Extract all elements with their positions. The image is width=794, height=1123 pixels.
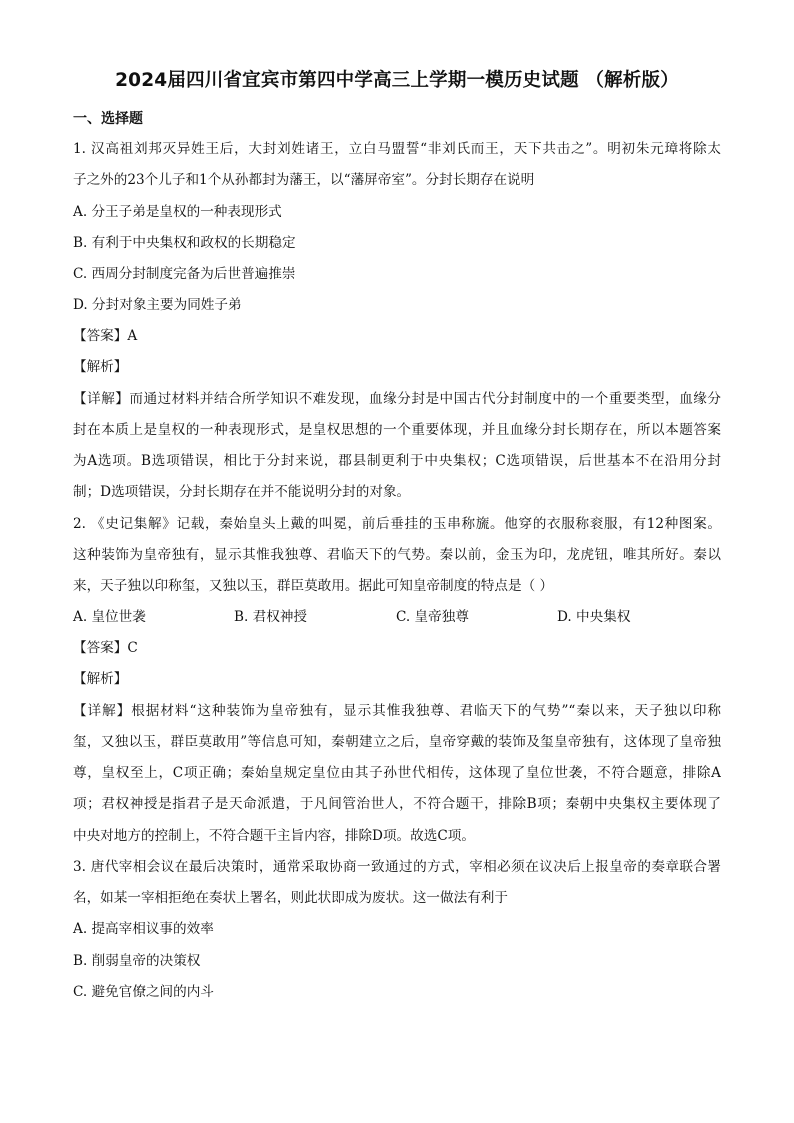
q2-detail-line-1: 【详解】根据材料“这种装饰为皇帝独有，显示其惟我独尊、君临天下的气势”“秦以来，天子独以印称	[73, 703, 721, 719]
q2-detail-line-2: 玺，又独以玉，群臣莫敢用”等信息可知，秦朝建立之后，皇帝穿戴的装饰及玺皇帝独有，这体现了皇帝独	[73, 734, 721, 750]
q1-option-d: D. 分封对象主要为同姓子弟	[73, 297, 242, 313]
q1-answer: 【答案】A	[73, 328, 138, 344]
q2-option-c: C. 皇帝独尊	[396, 609, 469, 625]
q1-stem-line-1: 1. 汉高祖刘邦灭异姓王后，大封刘姓诸王，立白马盟誓“非刘氏而王，天下共击之”。明初朱元璋将除太	[73, 141, 721, 157]
q1-detail-line-1: 【详解】而通过材料并结合所学知识不难发现，血缘分封是中国古代分封制度中的一个重要类型，血缘分	[73, 391, 721, 407]
q2-option-d: D. 中央集权	[557, 609, 631, 625]
q2-option-a: A. 皇位世袭	[73, 609, 146, 625]
q1-option-a: A. 分王子弟是皇权的一种表现形式	[73, 204, 282, 220]
q2-stem-line-3: 来，天子独以印称玺，又独以玉，群臣莫敢用。据此可知皇帝制度的特点是（ ）	[73, 578, 554, 594]
q1-stem-line-2: 子之外的23个儿子和1个从孙都封为藩王，以“藩屏帝室”。分封长期存在说明	[73, 172, 535, 188]
q2-detail-line-5: 中央对地方的控制上，不符合题干主旨内容，排除D项。故选C项。	[73, 828, 475, 844]
section-heading: 一、选择题	[73, 111, 143, 127]
q1-detail-line-4: 制；D选项错误，分封长期存在并不能说明分封的对象。	[73, 484, 411, 500]
q3-stem-line-2: 名，如某一宰相拒绝在奏状上署名，则此状即成为废状。这一做法有利于	[73, 890, 508, 906]
q3-option-a: A. 提高宰相议事的效率	[73, 921, 214, 937]
q2-option-b: B. 君权神授	[234, 609, 308, 625]
q2-detail-line-4: 项；君权神授是指君子是天命派遣，于凡间管治世人，不符合题干，排除B项；秦朝中央集权主要体现了	[73, 796, 721, 812]
q1-analysis-label: 【解析】	[73, 359, 128, 375]
document-title: 2024届四川省宜宾市第四中学高三上学期一模历史试题 （解析版）	[115, 70, 679, 91]
q1-option-c: C. 西周分封制度完备为后世普遍推崇	[73, 266, 296, 282]
q2-stem-line-2: 这种装饰为皇帝独有，显示其惟我独尊、君临天下的气势。秦以前，金玉为印，龙虎钮，唯其所好。秦以	[73, 547, 721, 563]
q2-stem-line-1: 2. 《史记集解》记载，秦始皇头上戴的叫冕，前后垂挂的玉串称旒。他穿的衣服称衮服，有12种图案。	[73, 516, 721, 532]
q3-option-c: C. 避免官僚之间的内斗	[73, 984, 214, 1000]
q2-analysis-label: 【解析】	[73, 671, 128, 687]
q2-detail-line-3: 尊，皇权至上，C项正确；秦始皇规定皇位由其子孙世代相传，这体现了皇位世袭，不符合题意，排除A	[73, 765, 721, 781]
q3-option-b: B. 削弱皇帝的决策权	[73, 953, 201, 969]
q2-answer: 【答案】C	[73, 640, 138, 656]
q1-detail-line-2: 封在本质上是皇权的一种表现形式，是皇权思想的一个重要体现，并且血缘分封长期存在，所以本题答案	[73, 422, 721, 438]
q3-stem-line-1: 3. 唐代宰相会议在最后决策时，通常采取协商一致通过的方式，宰相必须在议决后上报皇帝的奏章联合署	[73, 859, 721, 875]
q1-option-b: B. 有利于中央集权和政权的长期稳定	[73, 235, 296, 251]
q1-detail-line-3: 为A选项。B选项错误，相比于分封来说，郡县制更利于中央集权；C选项错误，后世基本不在沿用分封	[73, 453, 721, 469]
